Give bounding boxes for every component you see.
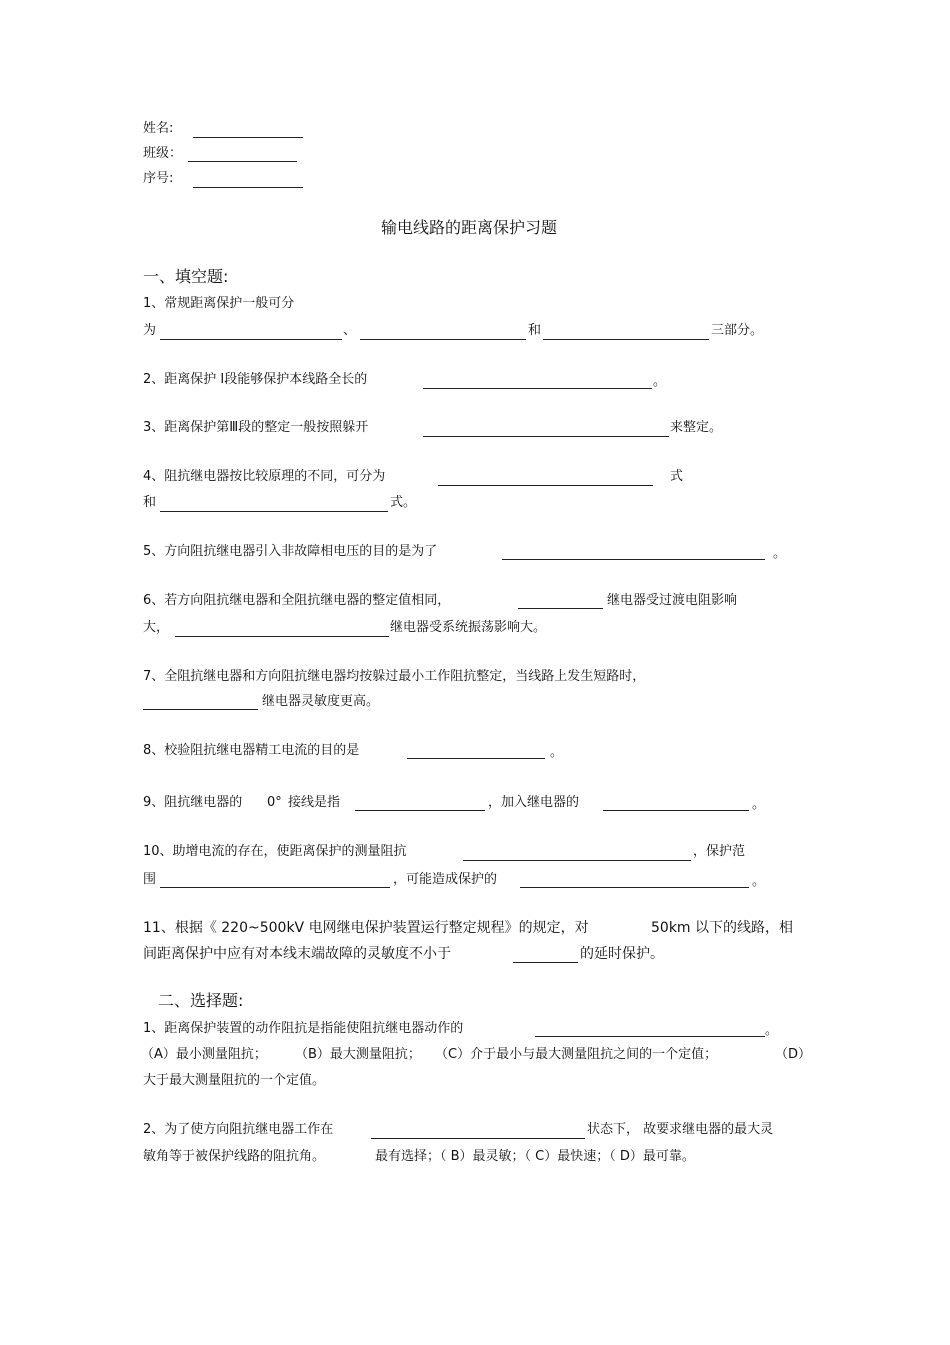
q11-text: 间距离保护中应有对本线末端故障的灵敏度不小于: [143, 946, 451, 962]
q4-text: 式。: [390, 495, 417, 510]
q1-text: 、: [343, 323, 357, 338]
q1-text: 和: [528, 323, 542, 338]
c1-text: 1、距离保护装置的动作阻抗是指能使阻抗继电器动作的: [143, 1021, 464, 1036]
section2-heading: 二、选择题:: [158, 991, 244, 1010]
q10-text: ，保护范: [693, 844, 746, 859]
q6-blank-1[interactable]: [518, 608, 603, 609]
c1-option-c: （C）介于最小与最大测量阻抗之间的一个定值；: [435, 1047, 718, 1062]
q10-blank-3[interactable]: [520, 887, 749, 888]
q9-blank-2[interactable]: [603, 810, 749, 811]
q11-text: 50km 以下的线路，相: [651, 920, 794, 936]
q8-text: 。: [550, 745, 564, 760]
seq-label: 序号:: [143, 171, 174, 186]
c2-blank[interactable]: [371, 1138, 585, 1139]
c2-options: 最有选择；（ B）最灵敏；（ C）最快速；（ D）最可靠。: [375, 1149, 695, 1164]
q2-text: 。: [653, 374, 667, 389]
q4-text: 4、阻抗继电器按比较原理的不同，可分为: [143, 469, 386, 484]
seq-blank[interactable]: [193, 187, 303, 188]
q9-text: 。: [752, 797, 766, 812]
c1-text: 。: [765, 1023, 779, 1038]
c1-option-d: （D）: [775, 1047, 812, 1062]
q6-text: 6、若方向阻抗继电器和全阻抗继电器的整定值相同，: [143, 593, 451, 608]
class-blank[interactable]: [188, 161, 297, 162]
q10-text: ，可能造成保护的: [393, 872, 498, 887]
q11-text: 的延时保护。: [580, 946, 664, 962]
q1-blank-3[interactable]: [543, 339, 709, 340]
q7-text: 继电器灵敏度更高。: [262, 694, 380, 709]
q1-text: 三部分。: [711, 323, 764, 338]
q8-blank[interactable]: [407, 758, 545, 759]
q3-text: 3、距离保护第Ⅲ段的整定一般按照躲开: [143, 420, 369, 435]
q9-blank-1[interactable]: [355, 810, 485, 811]
q4-text: 和: [143, 495, 157, 510]
q6-text: 继电器受系统振荡影响大。: [390, 620, 547, 635]
q10-text: 围: [143, 872, 157, 887]
q9-text: 0°: [267, 795, 282, 810]
q2-text: 2、距离保护 Ⅰ段能够保护本线路全长的: [143, 372, 368, 387]
c2-text: 状态下， 故要求继电器的最大灵: [587, 1122, 774, 1137]
q9-text: 接线是指: [288, 795, 341, 810]
q1-blank-2[interactable]: [360, 339, 526, 340]
q6-text: 大，: [143, 620, 170, 635]
q4-blank-1[interactable]: [438, 485, 653, 486]
q5-text: 5、方向阻抗继电器引入非故障相电压的目的是为了: [143, 544, 438, 559]
q3-text: 来整定。: [670, 420, 723, 435]
c1-option-d-text: 大于最大测量阻抗的一个定值。: [143, 1073, 326, 1088]
q10-text: 10、助增电流的存在，使距离保护的测量阻抗: [143, 844, 407, 859]
q11-text: 11、根据《 220~500kV 电网继电保护装置运行整定规程》的规定，对: [143, 920, 589, 936]
q11-blank[interactable]: [513, 962, 578, 963]
q8-text: 8、校验阻抗继电器精工电流的目的是: [143, 743, 360, 758]
q3-blank[interactable]: [423, 436, 669, 437]
q10-blank-1[interactable]: [463, 860, 691, 861]
c2-text: 2、为了使方向阻抗继电器工作在: [143, 1122, 334, 1137]
c1-blank[interactable]: [535, 1036, 765, 1037]
section1-heading: 一、填空题:: [143, 267, 229, 286]
q4-text: 式: [670, 469, 684, 484]
q9-text: ，加入继电器的: [488, 795, 580, 810]
q4-blank-2[interactable]: [160, 511, 388, 512]
name-label: 姓名:: [143, 121, 174, 136]
c2-text: 敏角等于被保护线路的阻抗角。: [143, 1149, 326, 1164]
q1-text: 为: [143, 323, 157, 338]
q10-blank-2[interactable]: [160, 887, 390, 888]
q1-blank-1[interactable]: [160, 339, 342, 340]
q5-text: 。: [773, 546, 787, 561]
q1-text: 1、常规距离保护一般可分: [143, 296, 295, 311]
q5-blank[interactable]: [502, 559, 765, 560]
q7-blank[interactable]: [143, 709, 258, 710]
c1-option-a: （A）最小测量阻抗；: [141, 1047, 267, 1062]
q6-blank-2[interactable]: [175, 636, 389, 637]
q2-blank[interactable]: [423, 388, 652, 389]
q9-text: 9、阻抗继电器的: [143, 795, 243, 810]
q7-text: 7、全阻抗继电器和方向阻抗继电器均按躲过最小工作阻抗整定，当线路上发生短路时，: [143, 669, 646, 684]
c1-option-b: （B）最大测量阻抗；: [295, 1047, 421, 1062]
q10-text: 。: [752, 874, 766, 889]
class-label: 班级：: [143, 146, 183, 161]
page-title: 输电线路的距离保护习题: [380, 218, 557, 237]
name-blank[interactable]: [193, 137, 303, 138]
q6-text: 继电器受过渡电阻影响: [607, 593, 738, 608]
